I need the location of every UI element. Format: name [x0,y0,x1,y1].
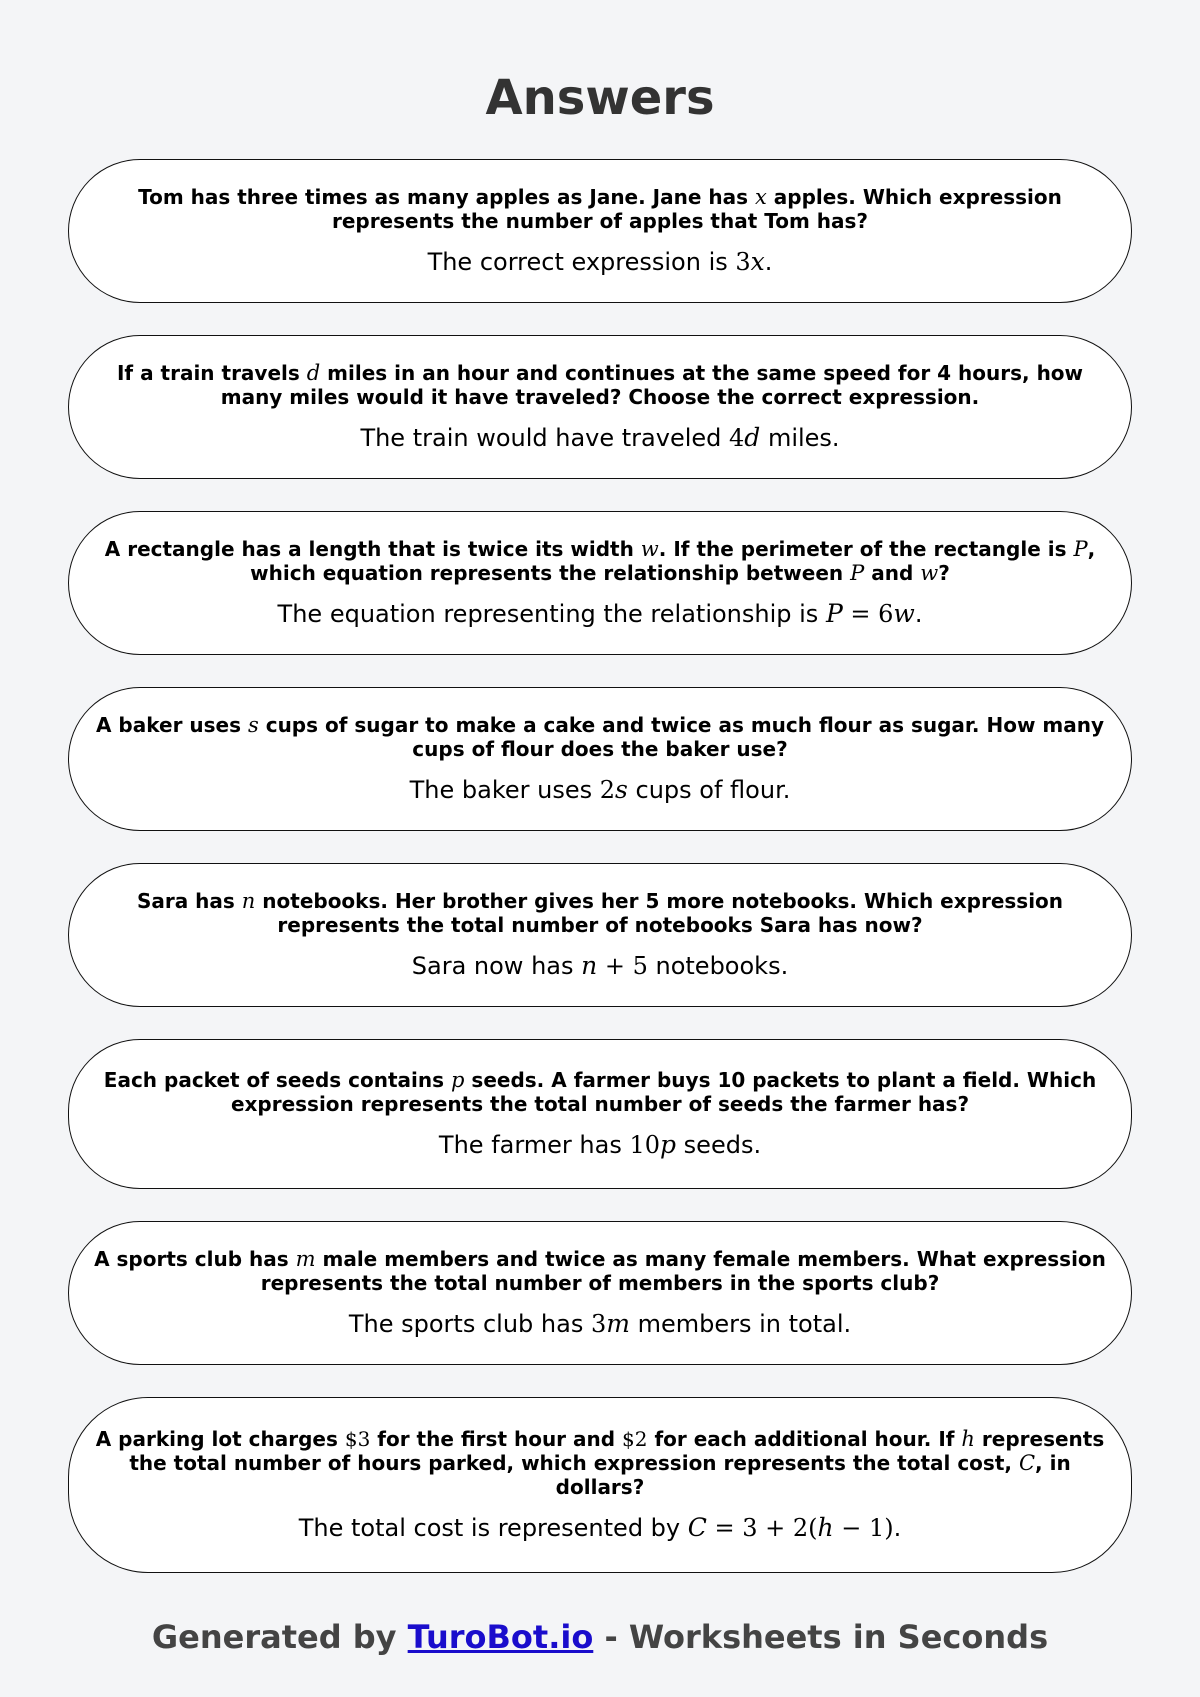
question-text: A parking lot charges $3 for the first hour and $2 for each additional hour. If h represents the total number of hours parked, which expression represents the total cost, C, in dollars? [95,1427,1105,1499]
answer-text: The farmer has 10p seeds. [438,1130,762,1159]
answer-card [68,863,1132,1007]
question-text: A baker uses s cups of sugar to make a cake and twice as much flour as sugar. How many cups of flour does the baker use? [95,713,1105,761]
answer-text: The baker uses 2s cups of flour. [409,775,791,804]
question-text: A rectangle has a length that is twice its width w. If the perimeter of the rectangle is P, which equation represents the relationship between P and w? [104,537,1096,585]
answer-card [68,687,1132,831]
answer-card [68,1039,1132,1189]
answer-card [68,511,1132,655]
footer-prefix: Generated by [151,1618,408,1656]
footer-suffix: - Worksheets in Seconds [593,1618,1049,1656]
answer-card [68,1221,1132,1365]
page-title: Answers [485,70,715,126]
answer-text: The sports club has 3m members in total. [348,1309,852,1338]
answer-card [68,1397,1132,1573]
footer [0,1615,1200,1659]
question-text: Sara has n notebooks. Her brother gives her 5 more notebooks. Which expression represents the total number of notebooks Sara has now? [136,889,1064,937]
answer-text: Sara now has n + 5 notebooks. [411,951,789,980]
answer-list [68,159,1132,1605]
answer-text: The total cost is represented by C = 3 + 2(h − 1). [298,1513,902,1542]
question-text: A sports club has m male members and twice as many female members. What expression represents the total number of members in the sports club? [94,1247,1106,1295]
answer-card [68,335,1132,479]
question-text: If a train travels d miles in an hour and continues at the same speed for 4 hours, how many miles would it have traveled? Choose the correct expression. [116,361,1084,409]
answer-text: The equation representing the relationship is P = 6w. [277,599,923,628]
answer-text: The correct expression is 3x. [427,247,773,276]
answer-card [68,159,1132,303]
question-text: Each packet of seeds contains p seeds. A farmer buys 10 packets to plant a field. Which expression represents the total number of seeds the farmer has? [103,1068,1097,1116]
question-text: Tom has three times as many apples as Jane. Jane has x apples. Which expression represents the number of apples that Tom has? [138,185,1062,233]
answer-text: The train would have traveled 4d miles. [360,423,840,452]
turobot-link[interactable]: TuroBot.io [407,1618,594,1656]
